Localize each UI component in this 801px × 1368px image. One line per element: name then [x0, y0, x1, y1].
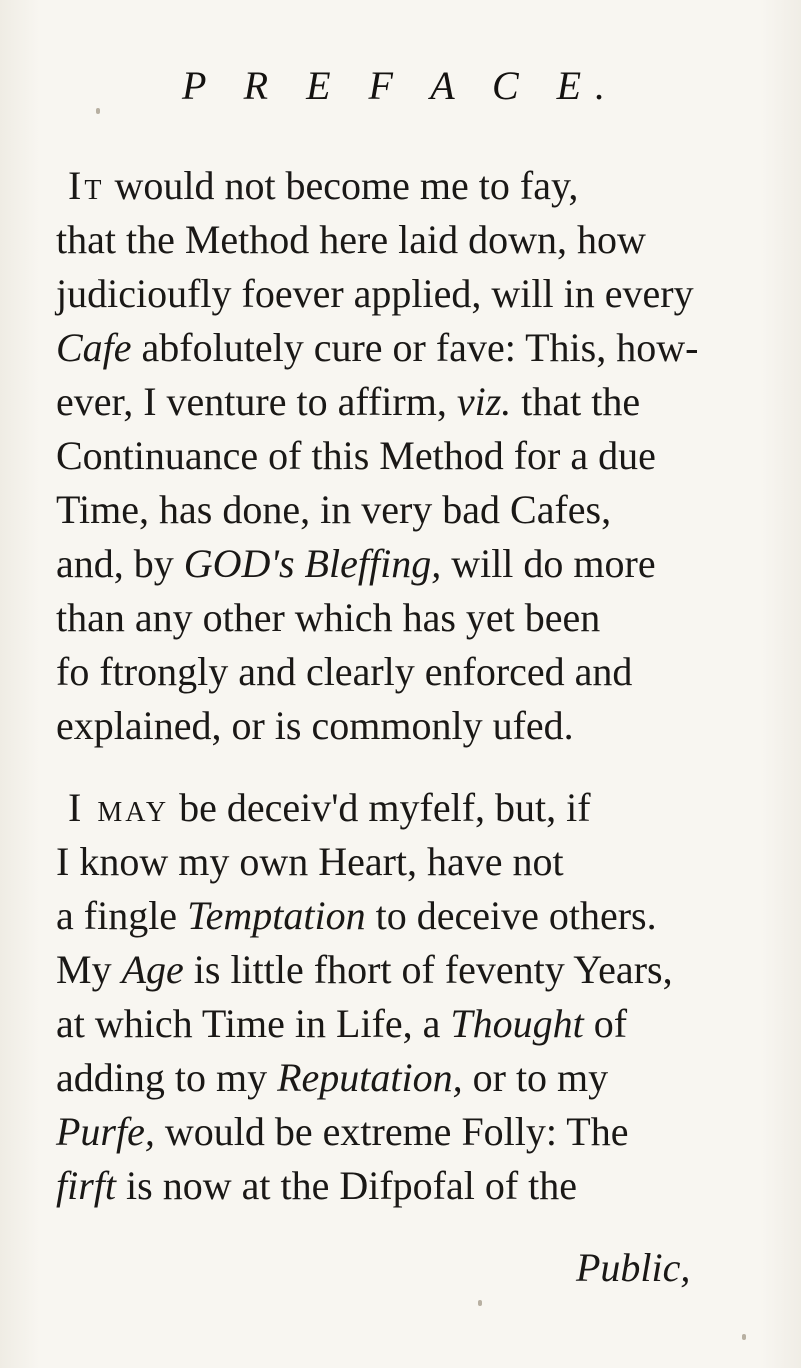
text-line: ever, I venture to affirm, viz. that the — [56, 379, 641, 424]
text-line: a fingle Temptation to deceive others. — [56, 893, 657, 938]
text-line: Time, has done, in very bad Cafes, — [56, 487, 612, 532]
text-line: I know my own Heart, have not — [56, 839, 564, 884]
paper-speck — [96, 108, 100, 114]
text-line: It would not become me to fay, — [68, 163, 579, 208]
text-line: adding to my Reputation, or to my — [56, 1055, 609, 1100]
text-line: Purfe, would be extreme Folly: The — [56, 1109, 629, 1154]
text-line: I may be deceiv'd myfelf, but, if — [68, 785, 591, 830]
text-line: Cafe abfolutely cure or fave: This, how- — [56, 325, 699, 370]
text-line: My Age is little fhort of feventy Years, — [56, 947, 673, 992]
lead-word: I may — [68, 785, 170, 830]
catchword: Public, — [576, 1245, 691, 1290]
text-line: than any other which has yet been — [56, 595, 601, 640]
text-line: and, by GOD's Bleffing, will do more — [56, 541, 656, 586]
text-line: fo ftrongly and clearly enforced and — [56, 649, 633, 694]
paper-speck — [478, 1300, 482, 1306]
page-heading: P R E F A C E. — [181, 63, 620, 108]
text-line: firft is now at the Difpofal of the — [56, 1163, 578, 1208]
text-line: at which Time in Life, a Thought of — [56, 1001, 628, 1046]
text-line: explained, or is commonly ufed. — [56, 703, 574, 748]
paper-speck — [742, 1334, 746, 1340]
lead-word: It — [68, 163, 105, 208]
text-line: that the Method here laid down, how — [56, 217, 646, 262]
text-line: Continuance of this Method for a due — [56, 433, 656, 478]
text-line: judicioufly foever applied, will in every — [56, 271, 694, 316]
